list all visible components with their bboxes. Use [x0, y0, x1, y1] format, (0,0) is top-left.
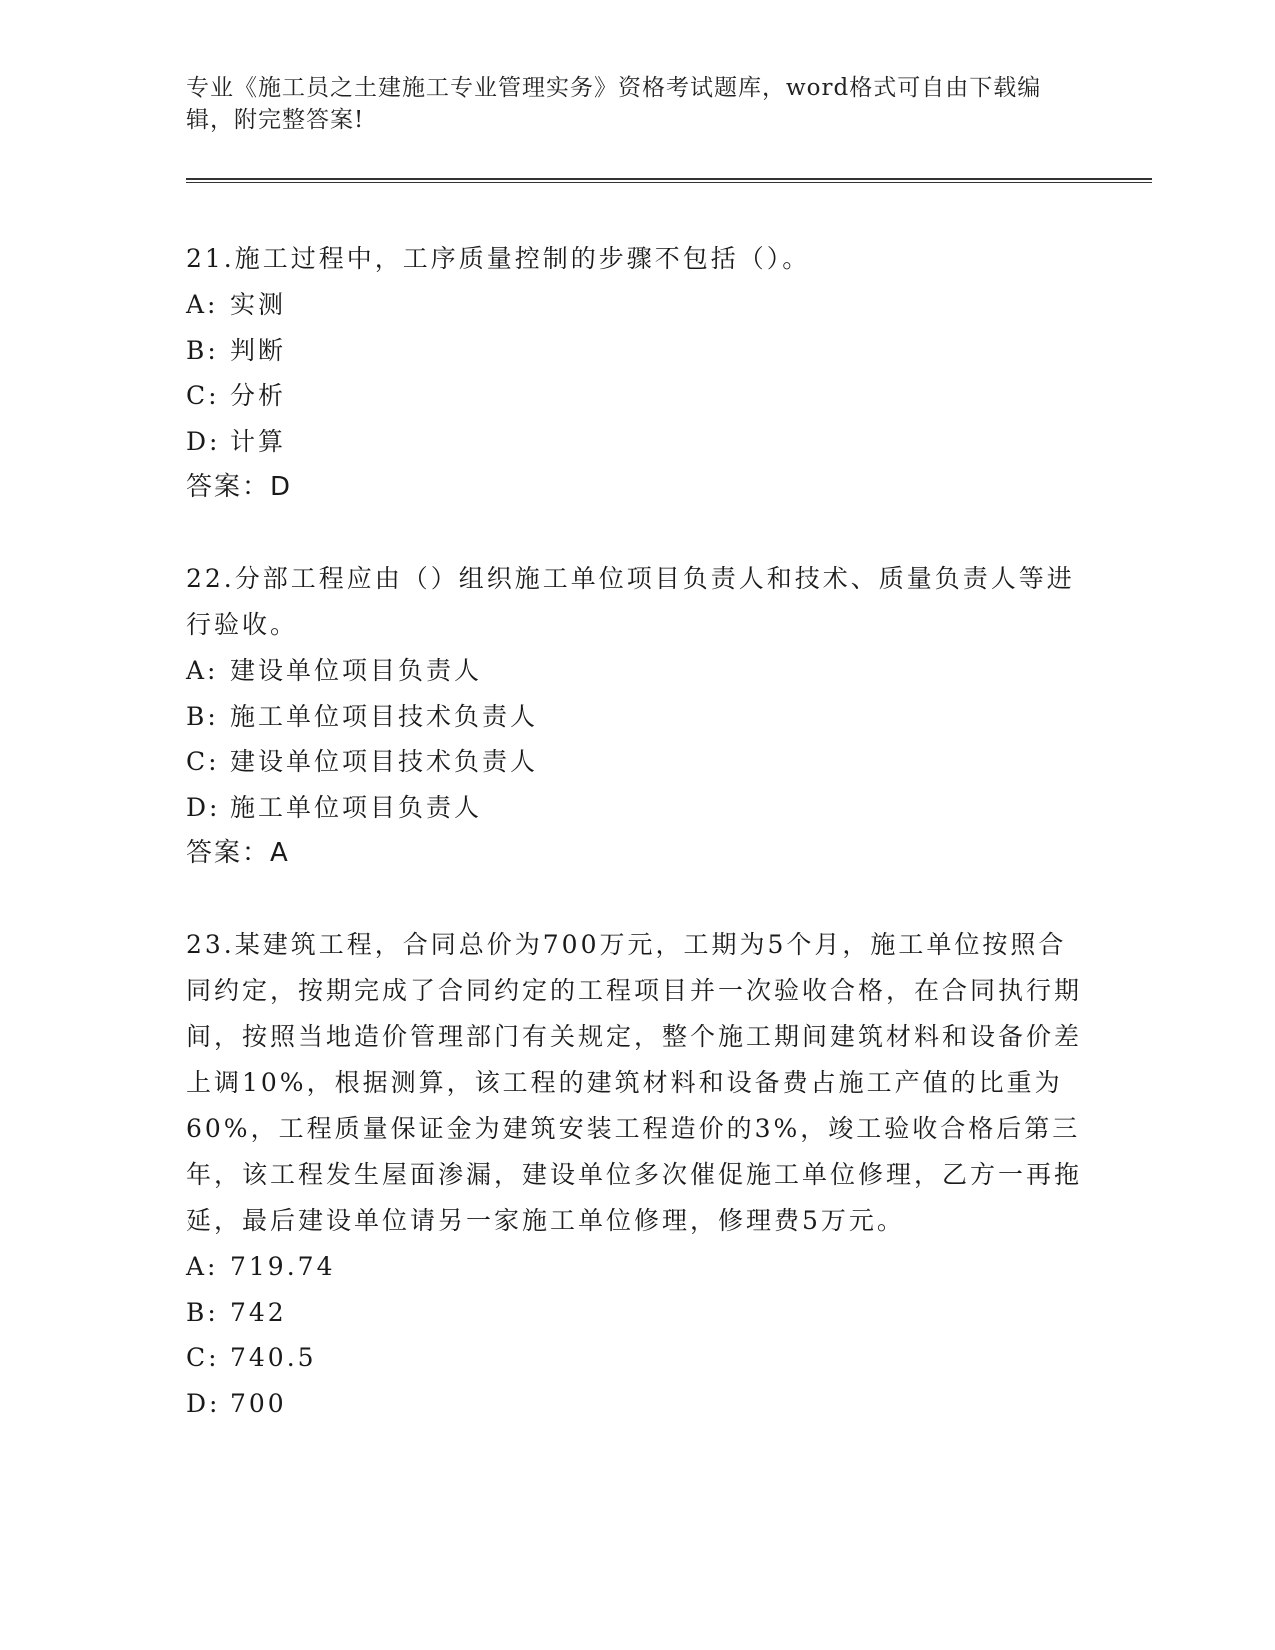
option-letter: B: [186, 335, 219, 365]
question-stem: 22.分部工程应由（）组织施工单位项目负责人和技术、质量负责人等进行验收。 [186, 564, 1075, 639]
option-letter: C: [186, 381, 220, 410]
option-c [186, 739, 1086, 785]
option-text: 施工单位项目负责人 [230, 792, 483, 822]
answer-line: 答案：D [186, 472, 293, 502]
option-b [186, 1290, 1086, 1336]
option-text: 计算 [230, 426, 287, 456]
document-header: 专业《施工员之土建施工专业管理实务》资格考试题库，word格式可自由下载编辑，附完整答案! [186, 75, 1042, 133]
option-text: 施工单位项目技术负责人 [230, 701, 539, 731]
option-c [186, 1335, 1086, 1381]
option-a [186, 1244, 1086, 1290]
option-text: 719.74 [230, 1252, 336, 1281]
option-letter: B: [186, 1297, 219, 1327]
question-22 [186, 556, 1086, 876]
option-letter: D: [186, 426, 221, 456]
question-21 [186, 236, 1086, 510]
option-letter: C: [186, 747, 220, 776]
option-b [186, 694, 1086, 740]
option-letter: B: [186, 701, 219, 731]
question-stem: 21.施工过程中，工序质量控制的步骤不包括（）。 [186, 244, 811, 273]
option-d [186, 419, 1086, 465]
option-letter: D: [186, 1388, 221, 1418]
option-letter: A: [186, 656, 219, 685]
option-letter: A: [186, 1252, 219, 1281]
option-text: 700 [230, 1388, 287, 1418]
option-a [186, 648, 1086, 694]
question-stem: 23.某建筑工程，合同总价为700万元，工期为5个月，施工单位按照合同约定，按期完成了合同约定的工程项目并一次验收合格，在合同执行期间，按照当地造价管理部门有关规定，整个施工期间建筑材料和设备价差上调10%，根据测算，该工程的建筑材料和设备费占施工产值的比重为60%，工程质量保证金为建筑安装工程造价的3%，竣工验收合格后第三年，该工程发生屋面渗漏，建设单位多次催促施工单位修理，乙方一再拖延，最后建设单位请另一家施工单位修理，修理费5万元。 [186, 930, 1083, 1235]
option-text: 建设单位项目负责人 [230, 656, 483, 685]
option-text: 742 [230, 1297, 287, 1327]
option-d [186, 1381, 1086, 1427]
option-text: 判断 [230, 335, 287, 365]
question-list [186, 236, 1086, 1472]
question-23 [186, 922, 1086, 1426]
option-letter: C: [186, 1343, 220, 1372]
option-text: 建设单位项目技术负责人 [230, 747, 539, 776]
option-text: 分析 [230, 381, 287, 410]
header-divider [186, 178, 1152, 183]
option-a [186, 282, 1086, 328]
answer-line: 答案：A [186, 838, 290, 868]
option-b [186, 328, 1086, 374]
option-letter: A: [186, 290, 219, 319]
option-d [186, 785, 1086, 831]
option-c [186, 373, 1086, 419]
option-text: 740.5 [230, 1343, 317, 1372]
option-text: 实测 [230, 290, 287, 319]
option-letter: D: [186, 792, 221, 822]
